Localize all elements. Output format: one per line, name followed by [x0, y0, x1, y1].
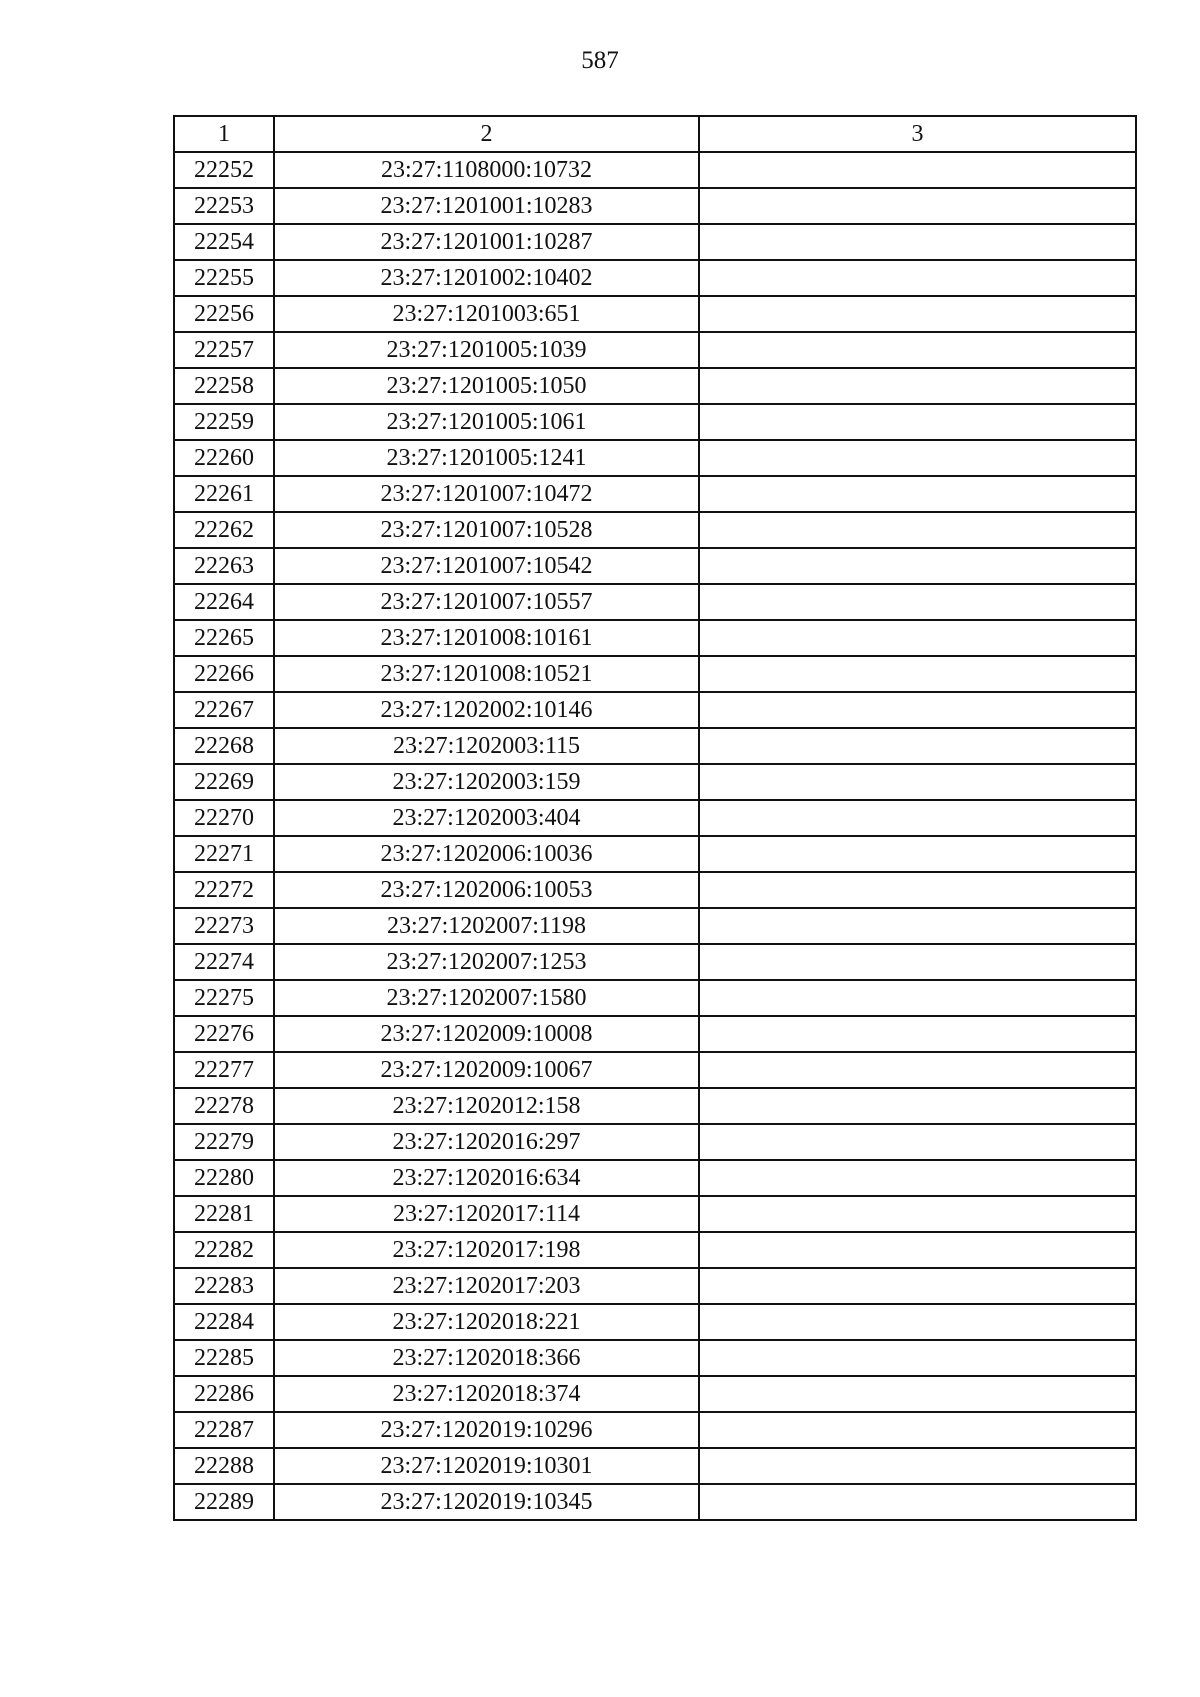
table-row — [174, 224, 1136, 260]
table-cell-col-2: 23:27:1202006:10053 — [274, 872, 699, 908]
table-cell-col-3 — [699, 548, 1136, 584]
table-cell-col-2: 23:27:1201002:10402 — [274, 260, 699, 296]
table-cell-col-1: 22261 — [174, 476, 274, 512]
table-cell-col-3 — [699, 656, 1136, 692]
column-header-1: 1 — [174, 116, 274, 152]
table-cell-col-1: 22278 — [174, 1088, 274, 1124]
table-cell-col-1: 22260 — [174, 440, 274, 476]
table-cell-col-2: 23:27:1202007:1253 — [274, 944, 699, 980]
table-cell-col-1: 22252 — [174, 152, 274, 188]
table-cell-col-1: 22258 — [174, 368, 274, 404]
table-cell-col-3 — [699, 368, 1136, 404]
table-row — [174, 440, 1136, 476]
table-cell-col-2: 23:27:1202003:404 — [274, 800, 699, 836]
table-row — [174, 1484, 1136, 1520]
table-cell-col-3 — [699, 1016, 1136, 1052]
table-row — [174, 800, 1136, 836]
table-cell-col-3 — [699, 1340, 1136, 1376]
table-cell-col-2: 23:27:1202009:10067 — [274, 1052, 699, 1088]
table-cell-col-3 — [699, 584, 1136, 620]
table-cell-col-3 — [699, 728, 1136, 764]
table-cell-col-2: 23:27:1108000:10732 — [274, 152, 699, 188]
table-cell-col-2: 23:27:1201005:1241 — [274, 440, 699, 476]
table-cell-col-1: 22274 — [174, 944, 274, 980]
table-cell-col-3 — [699, 836, 1136, 872]
table-cell-col-2: 23:27:1201007:10557 — [274, 584, 699, 620]
data-table — [173, 115, 1137, 1521]
table-cell-col-3 — [699, 1304, 1136, 1340]
table-cell-col-3 — [699, 188, 1136, 224]
table-cell-col-1: 22286 — [174, 1376, 274, 1412]
table-cell-col-3 — [699, 1124, 1136, 1160]
table-row — [174, 980, 1136, 1016]
table-cell-col-3 — [699, 152, 1136, 188]
table-cell-col-2: 23:27:1202016:297 — [274, 1124, 699, 1160]
table-row — [174, 908, 1136, 944]
table-row — [174, 260, 1136, 296]
table-cell-col-1: 22270 — [174, 800, 274, 836]
table-cell-col-2: 23:27:1202016:634 — [274, 1160, 699, 1196]
table-cell-col-2: 23:27:1201005:1039 — [274, 332, 699, 368]
table-cell-col-2: 23:27:1201008:10521 — [274, 656, 699, 692]
table-cell-col-2: 23:27:1202017:198 — [274, 1232, 699, 1268]
table-cell-col-1: 22273 — [174, 908, 274, 944]
table-cell-col-3 — [699, 476, 1136, 512]
table-row — [174, 404, 1136, 440]
table-cell-col-1: 22288 — [174, 1448, 274, 1484]
table-cell-col-2: 23:27:1202003:159 — [274, 764, 699, 800]
table-cell-col-3 — [699, 1268, 1136, 1304]
table-cell-col-2: 23:27:1202019:10345 — [274, 1484, 699, 1520]
table-cell-col-1: 22265 — [174, 620, 274, 656]
table-cell-col-1: 22282 — [174, 1232, 274, 1268]
table-cell-col-3 — [699, 260, 1136, 296]
table-row — [174, 656, 1136, 692]
table-cell-col-3 — [699, 980, 1136, 1016]
table-cell-col-3 — [699, 1088, 1136, 1124]
table-cell-col-1: 22289 — [174, 1484, 274, 1520]
table-cell-col-1: 22281 — [174, 1196, 274, 1232]
table-cell-col-2: 23:27:1201007:10528 — [274, 512, 699, 548]
table-cell-col-2: 23:27:1202018:221 — [274, 1304, 699, 1340]
table-cell-col-1: 22262 — [174, 512, 274, 548]
table-row — [174, 1268, 1136, 1304]
table-row — [174, 1412, 1136, 1448]
table-row — [174, 836, 1136, 872]
table-cell-col-2: 23:27:1202012:158 — [274, 1088, 699, 1124]
table-row — [174, 1124, 1136, 1160]
table-row — [174, 368, 1136, 404]
table-cell-col-2: 23:27:1201003:651 — [274, 296, 699, 332]
table-cell-col-2: 23:27:1201007:10472 — [274, 476, 699, 512]
page-number: 587 — [581, 47, 619, 74]
table-row — [174, 764, 1136, 800]
table-cell-col-2: 23:27:1202017:114 — [274, 1196, 699, 1232]
table-cell-col-2: 23:27:1202009:10008 — [274, 1016, 699, 1052]
table-cell-col-3 — [699, 944, 1136, 980]
table-row — [174, 296, 1136, 332]
table-cell-col-1: 22279 — [174, 1124, 274, 1160]
table-cell-col-1: 22255 — [174, 260, 274, 296]
table-cell-col-1: 22264 — [174, 584, 274, 620]
table-cell-col-3 — [699, 692, 1136, 728]
table-cell-col-2: 23:27:1201001:10287 — [274, 224, 699, 260]
table-cell-col-1: 22287 — [174, 1412, 274, 1448]
table-cell-col-3 — [699, 800, 1136, 836]
table-row — [174, 332, 1136, 368]
table-row — [174, 1448, 1136, 1484]
table-cell-col-2: 23:27:1202018:366 — [274, 1340, 699, 1376]
table-row — [174, 1196, 1136, 1232]
table-row — [174, 188, 1136, 224]
table-header-row — [174, 116, 1136, 152]
table-row — [174, 620, 1136, 656]
table-cell-col-1: 22280 — [174, 1160, 274, 1196]
table-cell-col-3 — [699, 1232, 1136, 1268]
column-header-2: 2 — [274, 116, 699, 152]
table-row — [174, 1160, 1136, 1196]
table-row — [174, 584, 1136, 620]
column-header-3: 3 — [699, 116, 1136, 152]
table-cell-col-2: 23:27:1201005:1050 — [274, 368, 699, 404]
table-cell-col-1: 22275 — [174, 980, 274, 1016]
table-cell-col-3 — [699, 1376, 1136, 1412]
table-cell-col-2: 23:27:1202019:10301 — [274, 1448, 699, 1484]
table-cell-col-3 — [699, 332, 1136, 368]
table-row — [174, 1340, 1136, 1376]
table-cell-col-3 — [699, 1484, 1136, 1520]
table-cell-col-1: 22256 — [174, 296, 274, 332]
table-row — [174, 1088, 1136, 1124]
table-cell-col-3 — [699, 1160, 1136, 1196]
table-row — [174, 1304, 1136, 1340]
table-cell-col-1: 22268 — [174, 728, 274, 764]
table-cell-col-3 — [699, 1412, 1136, 1448]
table-cell-col-3 — [699, 512, 1136, 548]
table-cell-col-3 — [699, 224, 1136, 260]
table-cell-col-1: 22284 — [174, 1304, 274, 1340]
table-row — [174, 1376, 1136, 1412]
table-cell-col-1: 22266 — [174, 656, 274, 692]
table-cell-col-2: 23:27:1201007:10542 — [274, 548, 699, 584]
table-cell-col-2: 23:27:1202003:115 — [274, 728, 699, 764]
table-cell-col-2: 23:27:1202019:10296 — [274, 1412, 699, 1448]
table-row — [174, 872, 1136, 908]
table-cell-col-1: 22254 — [174, 224, 274, 260]
table-cell-col-1: 22277 — [174, 1052, 274, 1088]
table-cell-col-1: 22253 — [174, 188, 274, 224]
table-cell-col-3 — [699, 764, 1136, 800]
table-cell-col-1: 22267 — [174, 692, 274, 728]
table-cell-col-3 — [699, 1448, 1136, 1484]
table-cell-col-3 — [699, 872, 1136, 908]
table-row — [174, 728, 1136, 764]
table-cell-col-2: 23:27:1201001:10283 — [274, 188, 699, 224]
table-row — [174, 1052, 1136, 1088]
table-cell-col-1: 22269 — [174, 764, 274, 800]
table-cell-col-1: 22272 — [174, 872, 274, 908]
table-cell-col-2: 23:27:1202017:203 — [274, 1268, 699, 1304]
table-cell-col-3 — [699, 1052, 1136, 1088]
table-cell-col-3 — [699, 908, 1136, 944]
table-cell-col-3 — [699, 620, 1136, 656]
table-cell-col-2: 23:27:1201005:1061 — [274, 404, 699, 440]
table-body — [174, 152, 1136, 1520]
table-cell-col-3 — [699, 296, 1136, 332]
table-cell-col-1: 22263 — [174, 548, 274, 584]
table-row — [174, 944, 1136, 980]
table-cell-col-1: 22276 — [174, 1016, 274, 1052]
table-row — [174, 152, 1136, 188]
table-row — [174, 548, 1136, 584]
table-row — [174, 1232, 1136, 1268]
table-cell-col-1: 22259 — [174, 404, 274, 440]
table-row — [174, 692, 1136, 728]
table-cell-col-1: 22285 — [174, 1340, 274, 1376]
table-row — [174, 1016, 1136, 1052]
table-cell-col-2: 23:27:1202002:10146 — [274, 692, 699, 728]
table-cell-col-2: 23:27:1202007:1198 — [274, 908, 699, 944]
table-cell-col-3 — [699, 440, 1136, 476]
table-cell-col-2: 23:27:1202006:10036 — [274, 836, 699, 872]
table-cell-col-2: 23:27:1201008:10161 — [274, 620, 699, 656]
table-row — [174, 476, 1136, 512]
table-cell-col-1: 22257 — [174, 332, 274, 368]
table-cell-col-2: 23:27:1202007:1580 — [274, 980, 699, 1016]
table-row — [174, 512, 1136, 548]
table-cell-col-2: 23:27:1202018:374 — [274, 1376, 699, 1412]
table-cell-col-3 — [699, 404, 1136, 440]
table-cell-col-1: 22283 — [174, 1268, 274, 1304]
table-cell-col-1: 22271 — [174, 836, 274, 872]
table-cell-col-3 — [699, 1196, 1136, 1232]
